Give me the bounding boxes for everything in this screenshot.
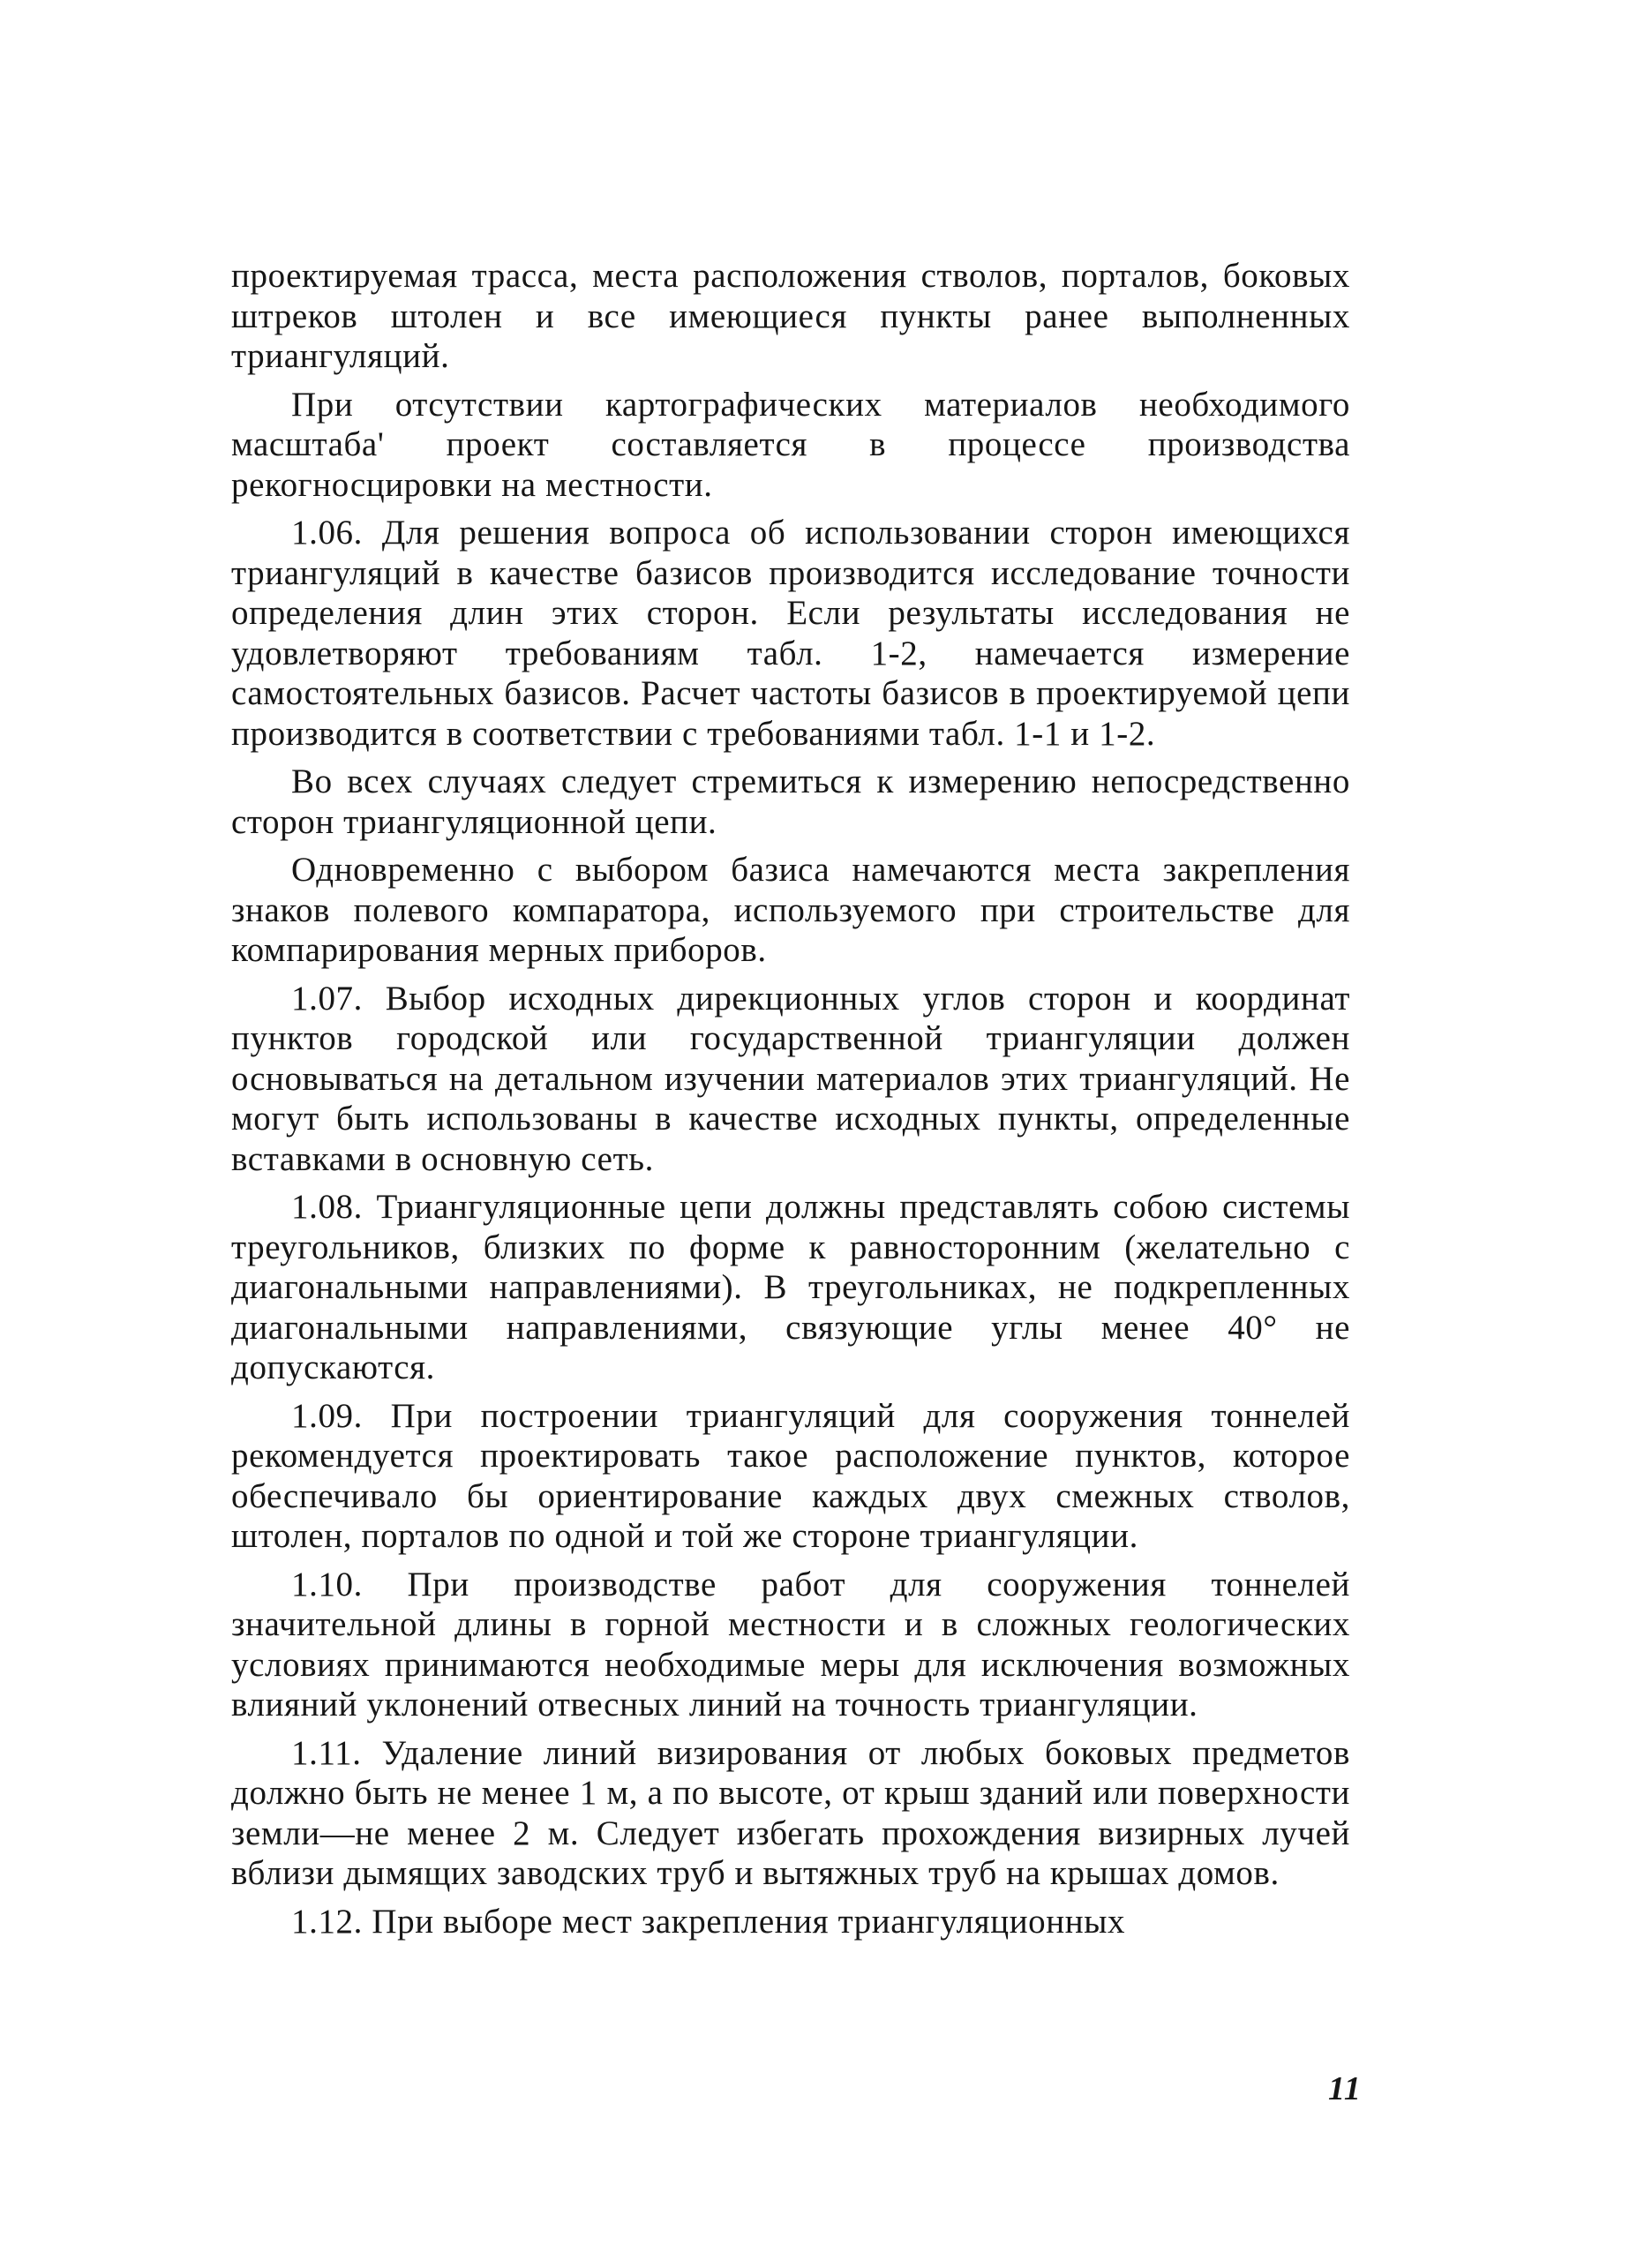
paragraph-1-11: 1.11. Удаление линий визирования от любых боковых предметов должно быть не менее 1 м, а по высоте, от крыш зданий или поверхности земли—не менее 2 м. Следует избегать прохождения визирных лучей вблизи дымящих заводских труб и вытяжных труб на крышах домов. <box>231 1733 1350 1892</box>
page-number: 11 <box>1328 2070 1362 2107</box>
body-text <box>231 256 1350 1941</box>
paragraph-1-07: 1.07. Выбор исходных дирекционных углов сторон и координат пунктов городской или государственной триангуляции должен основываться на детальном изучении материалов этих триангуляций. Не могут быть использованы в качестве исходных пункты, определенные вставками в основную сеть. <box>231 979 1350 1178</box>
paragraph-measure-sides: Во всех случаях следует стремиться к измерению непосредственно сторон триангуляционной цепи. <box>231 762 1350 841</box>
paragraph-no-maps: При отсутствии картографических материалов необходимого масштаба' проект составляется в процессе производства рекогносцировки на местности. <box>231 385 1350 504</box>
paragraph-continuation: проектируемая трасса, места расположения стволов, порталов, боковых штреков штолен и все имеющиеся пункты ранее выполненных триангуляций. <box>231 257 1350 375</box>
paragraph-1-10: 1.10. При производстве работ для сооружения тоннелей значительной длины в горной местности и в сложных геологических условиях принимаются необходимые меры для исключения возможных влияний уклонений отвесных линий на точность триангуляции. <box>231 1565 1350 1724</box>
paragraph-1-08: 1.08. Триангуляционные цепи должны представлять собою системы треугольников, близких по форме к равносторонним (желательно с диагональными направлениями). В треугольниках, не подкрепленных диагональными направлениями, связующие углы менее 40° не допускаются. <box>231 1188 1350 1386</box>
paragraph-1-06: 1.06. Для решения вопроса об использовании сторон имеющихся триангуляций в качестве базисов производится исследование точности определения длин этих сторон. Если результаты исследования не удовлетворяют требованиям табл. 1-2, намечается измерение самостоятельных базисов. Расчет частоты базисов в проектируемой цепи производится в соответствии с требованиями табл. 1-1 и 1-2. <box>231 514 1350 753</box>
paragraph-1-09: 1.09. При построении триангуляций для сооружения тоннелей рекомендуется проектировать такое расположение пунктов, которое обеспечивало бы ориентирование каждых двух смежных стволов, штолен, порталов по одной и той же стороне триангуляции. <box>231 1396 1350 1555</box>
paragraph-1-12: 1.12. При выборе мест закрепления триангуляционных <box>291 1902 1126 1941</box>
paragraph-comparator: Одновременно с выбором базиса намечаются места закрепления знаков полевого компаратора, используемого при строительстве для компарирования мерных приборов. <box>231 851 1350 969</box>
